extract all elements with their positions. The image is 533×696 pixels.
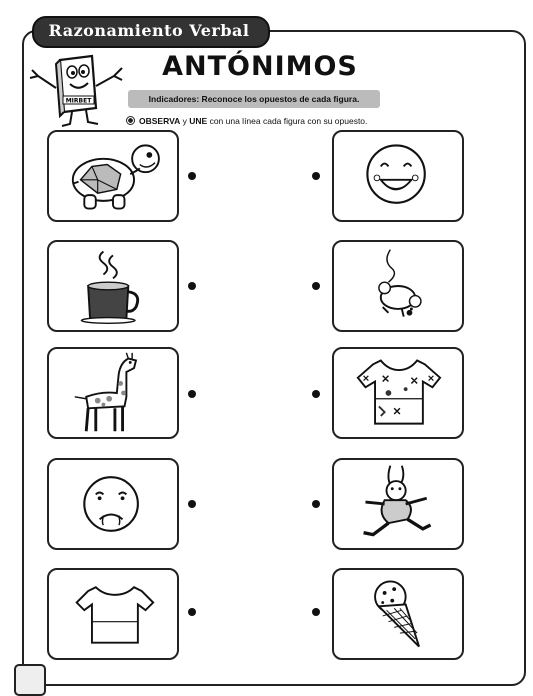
right-card-3 <box>332 347 464 439</box>
right-card-4 <box>332 458 464 550</box>
left-dot-3[interactable] <box>188 390 196 398</box>
left-card-3 <box>47 347 179 439</box>
mascot-label: MIRBET <box>65 97 92 105</box>
giraffe-icon <box>49 349 177 437</box>
happy-face-icon <box>334 132 462 220</box>
left-card-4 <box>47 458 179 550</box>
ice-cream-icon <box>334 570 462 658</box>
left-card-5 <box>47 568 179 660</box>
instruction-keyword-une: UNE <box>189 116 208 126</box>
instruction-keyword-observa: OBSERVA <box>139 116 181 126</box>
right-card-5 <box>332 568 464 660</box>
hot-cup-icon <box>49 242 177 330</box>
right-dot-5[interactable] <box>312 608 320 616</box>
left-card-2 <box>47 240 179 332</box>
left-dot-5[interactable] <box>188 608 196 616</box>
right-dot-1[interactable] <box>312 172 320 180</box>
instruction-line <box>126 114 367 128</box>
turtle-icon <box>49 132 177 220</box>
indicators-banner: Indicadores: Reconoce los opuestos de cada figura. <box>128 90 380 108</box>
dirty-shirt-icon <box>334 349 462 437</box>
left-card-1 <box>47 130 179 222</box>
mouse-icon <box>334 242 462 330</box>
left-dot-1[interactable] <box>188 172 196 180</box>
left-dot-4[interactable] <box>188 500 196 508</box>
clean-shirt-icon <box>49 570 177 658</box>
running-rabbit-icon <box>334 460 462 548</box>
right-card-1 <box>332 130 464 222</box>
sad-face-icon <box>49 460 177 548</box>
book-mascot-icon <box>26 46 126 132</box>
page-title: ANTÓNIMOS <box>162 51 358 82</box>
right-dot-3[interactable] <box>312 390 320 398</box>
instruction-text: con una línea cada figura con su opuesto. <box>207 116 368 126</box>
right-dot-2[interactable] <box>312 282 320 290</box>
target-bullet-icon <box>126 116 135 125</box>
right-card-2 <box>332 240 464 332</box>
section-tab-label: Razonamiento Verbal <box>48 21 250 40</box>
right-dot-4[interactable] <box>312 500 320 508</box>
left-dot-2[interactable] <box>188 282 196 290</box>
instruction-connector: y <box>180 116 190 126</box>
page-corner-decoration <box>14 664 46 696</box>
